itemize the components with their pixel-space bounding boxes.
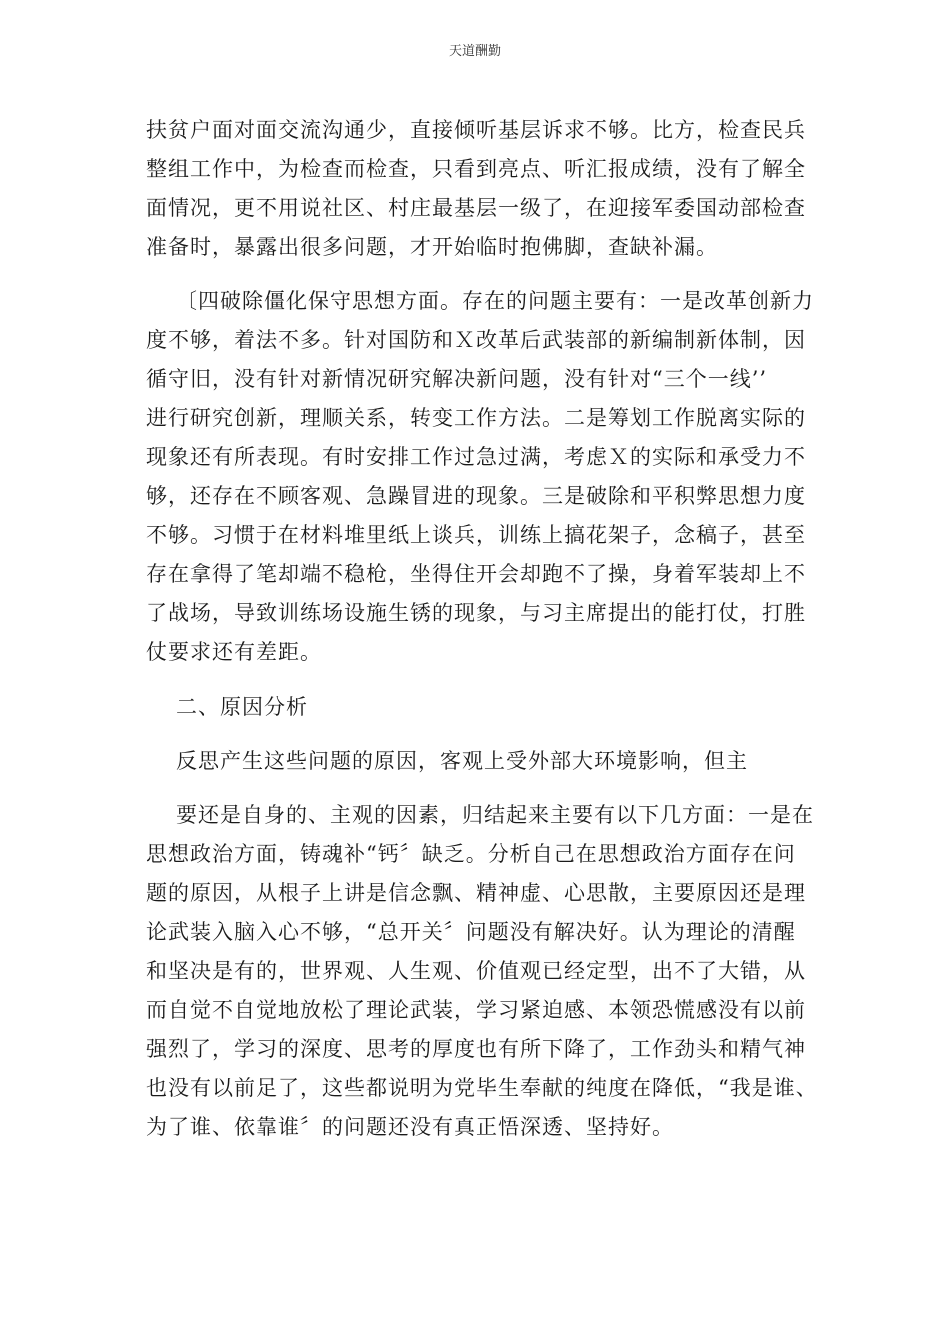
text-line: 面情况，更不用说社区、村庄最基层一级了，在迎接军委国动部检查 [146,196,806,220]
text-line: 准备时，暴露出很多问题，才开始临时抱佛脚，查缺补漏。 [146,235,718,259]
text-line: 扶贫户面对面交流沟通少，直接倾听基层诉求不够。比方，检查民兵 [146,118,806,142]
text-line: 为了谁、依靠谁〞的问题还没有真正悟深透、坚持好。 [146,1115,674,1139]
text-line: 强烈了，学习的深度、思考的厚度也有所下降了，工作劲头和精气神 [146,1037,806,1061]
page-header: 天道酬勤 [448,44,501,59]
text-line: 度不够，着法不多。针对国防和Ｘ改革后武装部的新编制新体制，因 [146,328,806,352]
text-line: 不够。习惯于在材料堆里纸上谈兵，训练上搞花架子，念稿子，甚至 [146,523,806,547]
text-line: 反思产生这些问题的原因，客观上受外部大环境影响，但主 [176,749,748,773]
text-line: 进行研究创新，理顺关系，转变工作方法。二是筹划工作脱离实际的 [146,406,806,430]
text-line: 题的原因，从根子上讲是信念飘、精神虚、心思散，主要原因还是理 [146,881,806,905]
section-heading: 二、原因分析 [176,695,308,719]
text-line: 〔四破除僵化保守思想方面。存在的问题主要有：一是改革创新力 [176,289,814,313]
text-line: 存在拿得了笔却端不稳枪，坐得住开会却跑不了操，身着军装却上不 [146,562,806,586]
text-line: 也没有以前足了，这些都说明为党毕生奉献的纯度在降低，“我是谁、 [146,1076,818,1100]
text-line: 论武装入脑入心不够，“总开关〞问题没有解决好。认为理论的清醒 [146,920,796,944]
text-line: 而自觉不自觉地放松了理论武装，学习紧迫感、本领恐慌感没有以前 [146,998,806,1022]
text-line: 仗要求还有差距。 [146,640,322,664]
text-line: 现象还有所表现。有时安排工作过急过满，考虑Ｘ的实际和承受力不 [146,445,806,469]
text-line: 够，还存在不顾客观、急躁冒进的现象。三是破除和平积弊思想力度 [146,484,806,508]
text-line: 循守旧，没有针对新情况研究解决新问题，没有针对“三个一线’’ [146,367,768,391]
text-line: 和坚决是有的，世界观、人生观、价值观已经定型，出不了大错，从 [146,959,806,983]
text-line: 思想政治方面，铸魂补“钙〞缺乏。分析自己在思想政治方面存在问 [146,842,796,866]
text-line: 要还是自身的、主观的因素，归结起来主要有以下几方面：一是在 [176,803,814,827]
text-line: 整组工作中，为检查而检查，只看到亮点、听汇报成绩，没有了解全 [146,157,806,181]
text-line: 了战场，导致训练场设施生锈的现象，与习主席提出的能打仗，打胜 [146,601,806,625]
